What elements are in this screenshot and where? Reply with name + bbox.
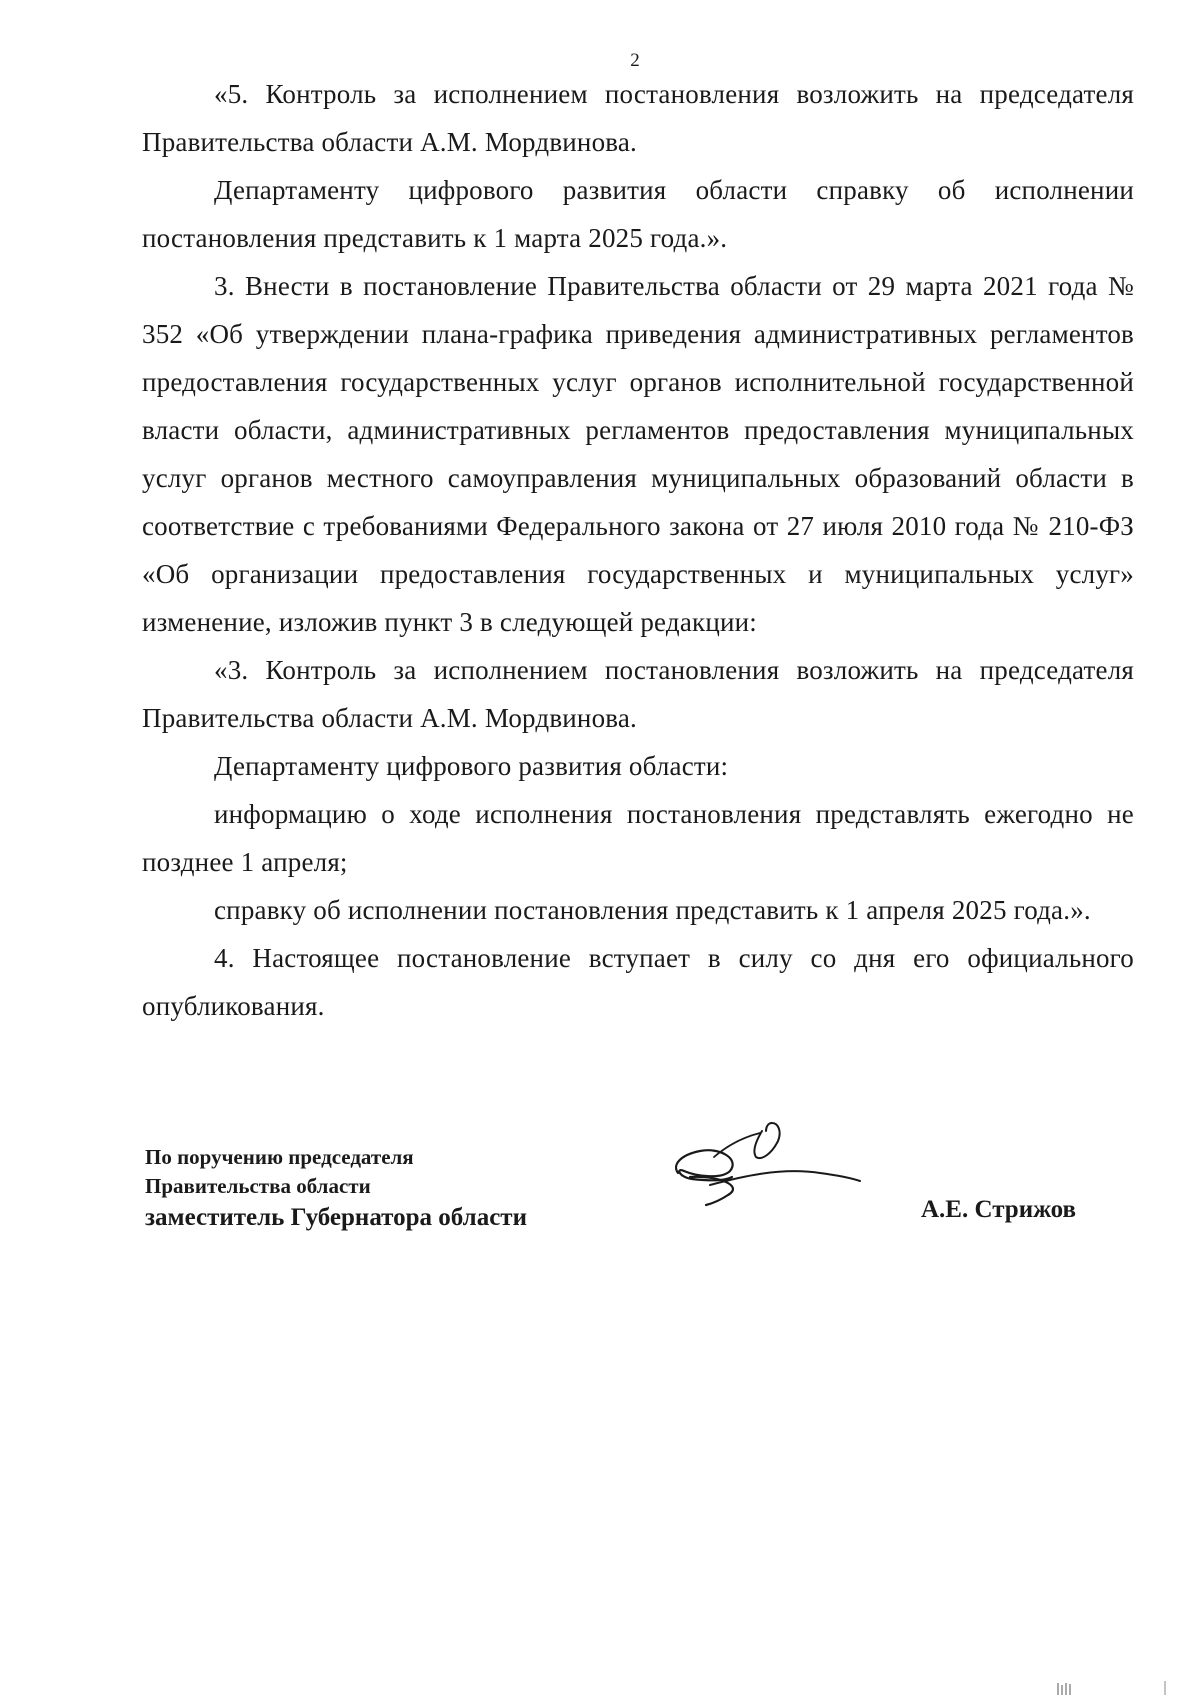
signatory-position (145, 1143, 527, 1235)
paragraph-effective-date: 4. Настоящее постановление вступает в силу со дня его официального опубликования. (142, 943, 1134, 1021)
scan-artifact-marks (1050, 1681, 1170, 1695)
signatory-name: А.Е. Стрижов (921, 1196, 1076, 1223)
document-body (142, 70, 1134, 1030)
paragraph-department-report-march: Департаменту цифрового развития области справку об исполнении постановления представить к 1 марта 2025 года.». (142, 175, 1134, 253)
handwritten-signature (670, 1115, 870, 1220)
paragraph-department-heading: Департаменту цифрового развития области: (214, 751, 729, 781)
paragraph-annual-info: информацию о ходе исполнения постановления представлять ежегодно не позднее 1 апреля; (142, 799, 1134, 877)
paragraph-amendment-3: 3. Внести в постановление Правительства области от 29 марта 2021 года № 352 «Об утверждении плана-графика приведения административных регламентов предоставления государственных услуг органов исполнительной государственной власти области, административных регламентов предоставления муниципальных услуг органов местного самоуправления муниципальных образований области в соответствие с требованиями Федерального закона от 27 июля 2010 года № 210-ФЗ «Об организации предоставления государственных и муниципальных услуг» изменение, изложив пункт 3 в следующей редакции: (142, 271, 1134, 637)
paragraph-control-5: «5. Контроль за исполнением постановления возложить на председателя Правительства области А.М. Мордвинова. (142, 79, 1134, 157)
page-number: 2 (630, 50, 640, 71)
signatory-position-line3: заместитель Губернатора области (145, 1204, 527, 1231)
signatory-position-line2: Правительства области (145, 1174, 371, 1198)
paragraph-report-april: справку об исполнении постановления представить к 1 апреля 2025 года.». (214, 895, 1091, 925)
signatory-position-line1: По поручению председателя (145, 1145, 414, 1169)
paragraph-control-3: «3. Контроль за исполнением постановления возложить на председателя Правительства области А.М. Мордвинова. (142, 655, 1134, 733)
